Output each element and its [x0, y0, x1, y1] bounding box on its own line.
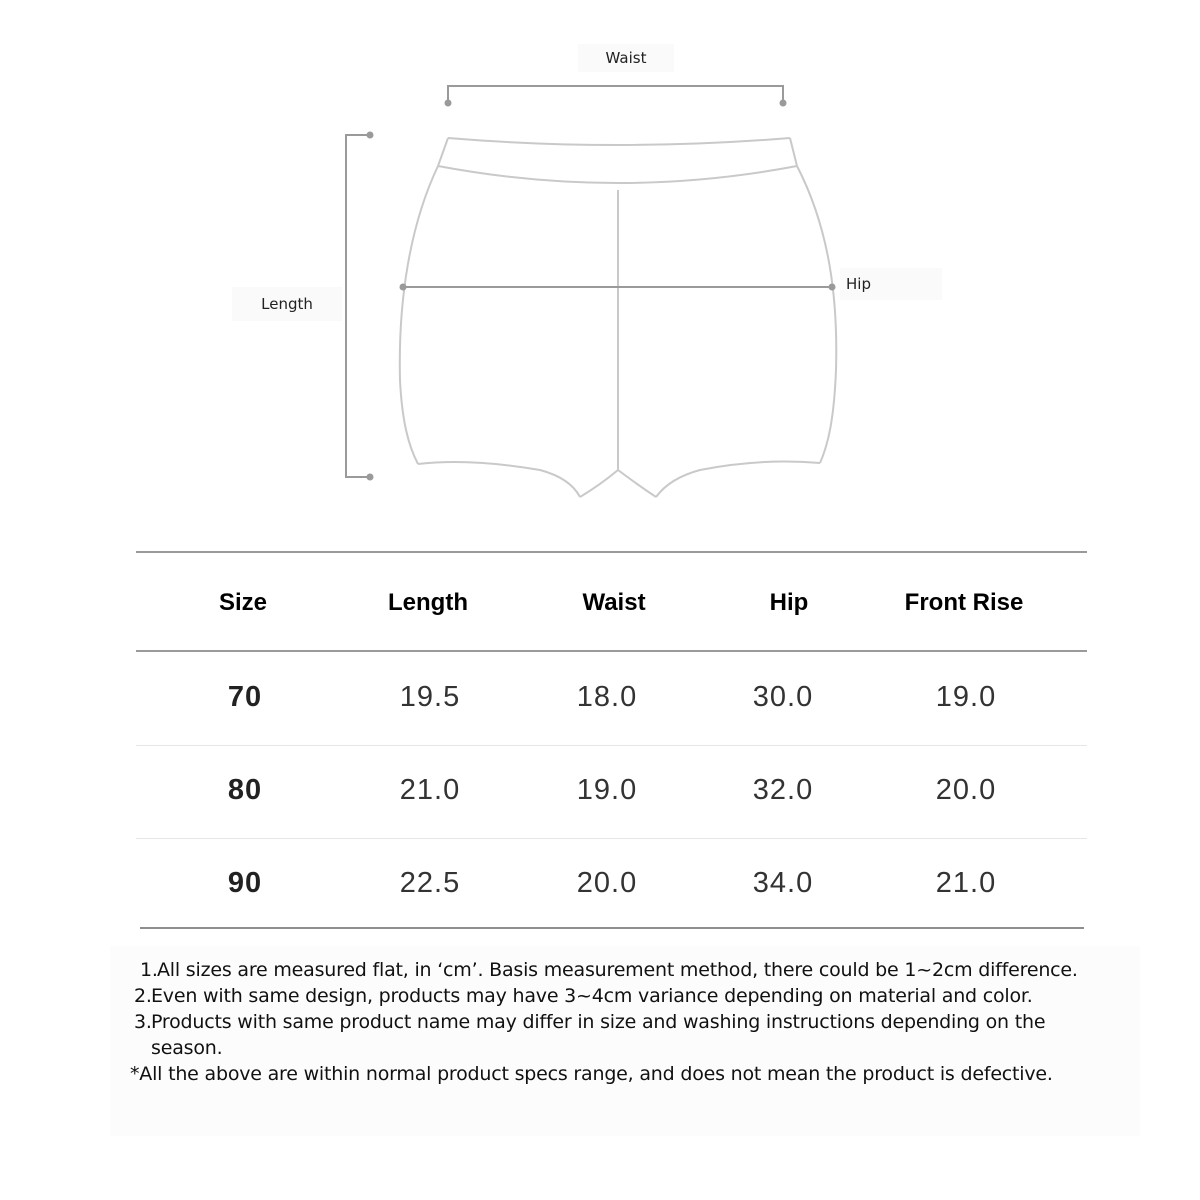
cell-hip: 32.0 [752, 774, 814, 806]
length-guide [346, 135, 370, 477]
length-guide-dot-top [367, 132, 374, 139]
size-notes [110, 946, 1140, 1136]
note-1-number: 1. [140, 959, 158, 981]
table-row-divider [136, 838, 1087, 839]
note-2-text: Even with same design, products may have 3~4cm variance depending on material and color. [151, 985, 1033, 1007]
waist-guide [448, 86, 783, 103]
cell-hip: 34.0 [752, 867, 814, 899]
header-front-rise: Front Rise [904, 589, 1024, 616]
table-row-divider [136, 745, 1087, 746]
cell-waist: 18.0 [576, 681, 638, 713]
shorts-illustration [0, 0, 1200, 540]
cell-size: 90 [227, 867, 263, 899]
table-header-rule [136, 650, 1087, 652]
cell-waist: 19.0 [576, 774, 638, 806]
table-bottom-rule [140, 927, 1084, 929]
shorts-measurement-diagram [0, 0, 1200, 540]
cell-front-rise: 20.0 [935, 774, 997, 806]
cell-length: 22.5 [399, 867, 461, 899]
cell-waist: 20.0 [576, 867, 638, 899]
shorts-outline [400, 138, 837, 497]
header-hip: Hip [769, 589, 809, 616]
note-2-number: 2. [134, 985, 152, 1007]
note-3-continuation: season. [151, 1037, 223, 1059]
waist-guide-dot-right [780, 100, 787, 107]
cell-front-rise: 19.0 [935, 681, 997, 713]
cell-size: 70 [227, 681, 263, 713]
cell-length: 21.0 [399, 774, 461, 806]
hip-label: Hip [840, 268, 942, 300]
cell-length: 19.5 [399, 681, 461, 713]
waist-guide-dot-left [445, 100, 452, 107]
cell-front-rise: 21.0 [935, 867, 997, 899]
waist-label: Waist [578, 44, 674, 72]
hip-guide-dot-left [400, 284, 407, 291]
header-size: Size [218, 589, 268, 616]
note-3-number: 3. [134, 1011, 152, 1033]
header-length: Length [388, 589, 468, 616]
note-3-text: Products with same product name may differ in size and washing instructions depending on the [151, 1011, 1046, 1033]
cell-hip: 30.0 [752, 681, 814, 713]
header-waist: Waist [582, 589, 646, 616]
table-top-rule [136, 551, 1087, 553]
length-guide-dot-bottom [367, 474, 374, 481]
length-label: Length [232, 287, 342, 321]
hip-guide-dot-right [829, 284, 836, 291]
cell-size: 80 [227, 774, 263, 806]
note-disclaimer: *All the above are within normal product specs range, and does not mean the product is defective. [130, 1063, 1053, 1085]
note-1-text: All sizes are measured flat, in ‘cm’. Basis measurement method, there could be 1~2cm difference. [157, 959, 1078, 981]
